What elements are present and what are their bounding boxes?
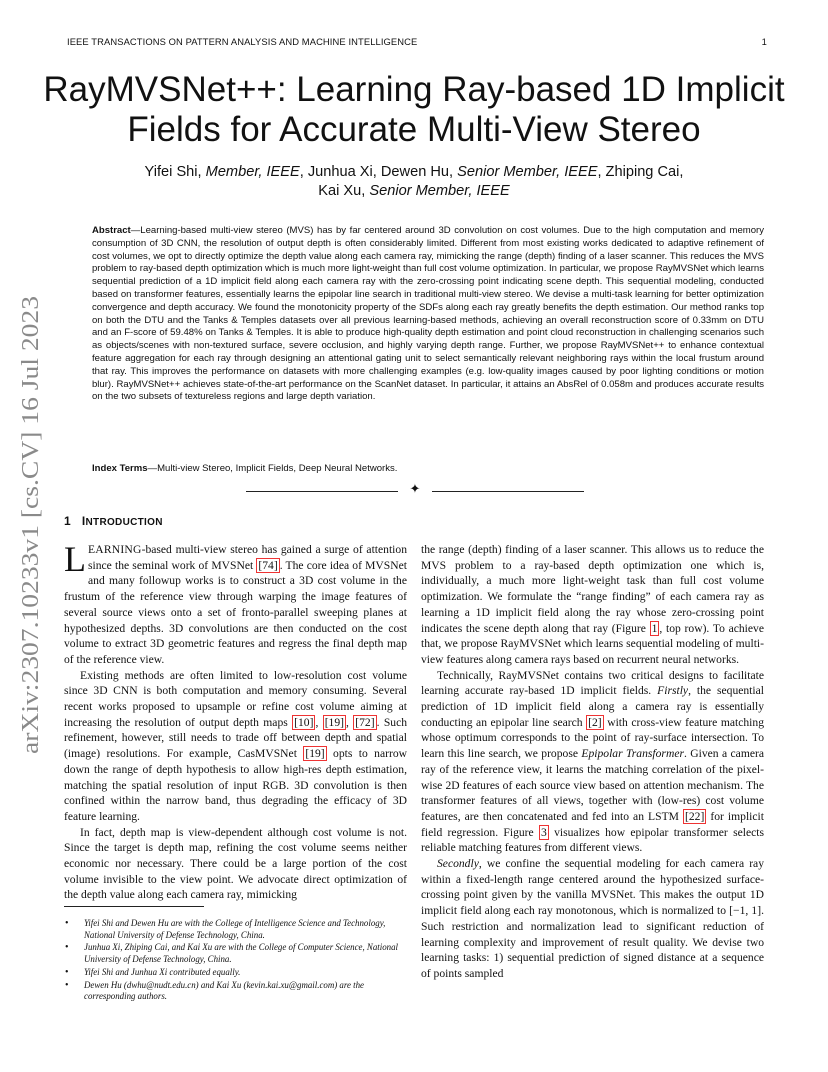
drop-cap: L	[64, 539, 86, 579]
author-name: Yifei Shi,	[144, 164, 206, 180]
text-run: opts to narrow down the range of depth hypothesis to allow high-res depth estimation, matching the spatial resolution of input RGB. 3D convolution is then confined within the narrow band, thus degrading the efficacy of 3D feature learning.	[64, 747, 408, 823]
index-terms-label: Index Terms	[92, 463, 148, 474]
footnote-item: • Junhua Xi, Zhiping Cai, and Kai Xu are with the College of Computer Science, National University of Defense Technology, China.	[64, 942, 407, 965]
index-terms	[92, 462, 764, 475]
page-number: 1	[761, 36, 767, 47]
separator-ornament: ✦	[409, 482, 421, 497]
text-run: Existing methods are often limited to low-resolution cost volume since 3D CNN is both computation and memory consuming. Several recent works proposed to upsample or refine cost volume aiming at increasing the resolution of output depth maps	[64, 668, 407, 729]
author-role: Senior Member, IEEE	[457, 164, 598, 180]
section-title-rest: NTRODUCTION	[85, 517, 163, 528]
title-line-2: Fields for Accurate Multi-View Stereo	[127, 110, 701, 149]
citation-link[interactable]: [10]	[294, 715, 314, 729]
text-run: , we confine the sequential modeling for each camera ray within a fixed-length range centered around the hypothesized surface-crossing point given by the vanilla MVSNet. This makes the output 1D implicit field along each ray monotonous, which is normalized to [−1, 1]. Such restriction and normalization lead to significant reduction of learning complexity and improvement of result quality. We devise two learning tasks: 1) sequential prediction of signed distance at a sequence of points sampled	[421, 857, 764, 980]
figure-link[interactable]: 3	[541, 825, 547, 839]
index-terms-text: —Multi-view Stereo, Implicit Fields, Deep Neural Networks.	[147, 463, 398, 474]
author-name: , Junhua Xi, Dewen Hu,	[299, 164, 458, 180]
citation-link[interactable]: [22]	[685, 809, 705, 823]
text-run: visualizes how epipolar transformer selects reliable matching features from different views.	[421, 825, 764, 855]
separator-line-right	[432, 491, 584, 492]
running-header	[67, 36, 767, 52]
paragraph	[64, 668, 407, 825]
author-name: , Zhiping Cai,	[597, 164, 684, 180]
text-run: the range (depth) finding of a laser scanner. This allows us to reduce the MVS problem to a ray-based depth optimization one which is, individually, a much more light-weight task than full cost volume optimization. We formulate the “range finding” of each camera ray as learning a 1D implicit field along the ray whose zero-crossing point indicates the scene depth along that ray (Figure	[421, 543, 764, 635]
text-run: . The core idea of MVSNet and many followup works is to construct a 3D cost volume in the frustum of the reference view through warping the image features of several source views onto a set of fronto-parallel sweeping planes at hypothesized depths. 3D convolutions are then conducted on the cost volume to extract 3D geometric features and regress the final depth map of the reference view.	[64, 558, 407, 666]
text-run: , top row). To achieve that, we propose RayMVSNet which learns sequential modeling of multi-view features along camera rays based on recurrent neural networks.	[421, 621, 764, 666]
section-separator	[246, 482, 584, 497]
abstract	[92, 225, 764, 404]
abstract-text: —Learning-based multi-view stereo (MVS) has by far centered around 3D convolution on cost volumes. Due to the high computation and memory consumption of 3D CNN, the resolution of output depth is often considerably limited. Different from most existing works dedicated to adaptive refinement of cost volumes, we opt to directly optimize the depth value along each camera ray, mimicking the range (depth) finding of a laser scanner. This reduces the MVS problem to ray-based depth optimization which is much more light-weight than full cost volume optimization. In particular, we propose RayMVSNet which learns sequential prediction of a 1D implicit field along each camera ray with the zero-crossing point indicating scene depth. This sequential modeling, conducted based on transformer features, essentially learns the epipolar line search in traditional multi-view stereo. We devise a multi-task learning for better optimization convergence and depth accuracy. We found the monotonicity property of the SDFs along each ray greatly benefits the depth estimation. Our method ranks top on both the DTU and the Tanks & Temples datasets over all previous learning-based methods, achieving an overall reconstruction score of 0.33mm on DTU and an F-score of 59.48% on Tanks & Temples. It is able to produce high-quality depth estimation and point cloud reconstruction in challenging scenarios such as objects/scenes with non-textured surface, severe occlusion, and highly varying depth range. Further, we propose RayMVSNet++ to enhance contextual feature aggregation for each ray through designing an attentional gating unit to select semantically relevant neighboring rays within the local frustum around that ray. This improves the performance on datasets with more challenging examples (e.g. low-quality images caused by poor lighting conditions or motion blur). RayMVSNet++ achieves state-of-the-art performance on the ScanNet dataset. In particular, it attains an AbsRel of 0.058m and produces accurate results on the two subsets of textureless regions and large depth variation.	[92, 225, 764, 403]
paragraph	[421, 668, 764, 856]
author-name: Kai Xu,	[318, 183, 370, 199]
paragraph	[64, 825, 407, 904]
arxiv-sidebar-stamp	[8, 294, 48, 756]
footnote-item: • Yifei Shi and Junhua Xi contributed equally.	[64, 967, 407, 979]
footnotes	[64, 918, 407, 1004]
figure-link[interactable]: 1	[651, 621, 658, 635]
author-role: Member, IEEE	[205, 164, 300, 180]
footnote-item: • Dewen Hu (dwhu@nudt.edu.cn) and Kai Xu (kevin.kai.xu@gmail.com) are the corresponding authors.	[64, 980, 407, 1003]
left-column	[64, 539, 408, 903]
citation-link[interactable]: [19]	[305, 747, 325, 761]
paragraph	[421, 856, 764, 982]
author-line-1	[70, 163, 758, 182]
text-run: ,	[315, 715, 323, 729]
smallcaps-word: EARNING	[88, 543, 142, 556]
abstract-label: Abstract	[92, 225, 131, 236]
text-run: . Such refinement, however, still needs to trade off between depth and spatial (image) resolutions. For example, CasMVSNet	[64, 715, 408, 761]
citation-link[interactable]: [72]	[355, 715, 375, 729]
emphasis: Firstly	[657, 684, 689, 698]
arxiv-identifier: arXiv:2307.10233v1 [cs.CV] 16 Jul 2023	[17, 347, 44, 754]
citation-link[interactable]: [2]	[588, 715, 602, 729]
author-role: Senior Member, IEEE	[369, 183, 510, 199]
title-line-1: RayMVSNet++: Learning Ray-based 1D Implicit	[43, 70, 785, 109]
arxiv-sidebar-svg	[8, 294, 48, 756]
text-run: , the sequential prediction of 1D implicit field along a camera ray is essentially conducting an epipolar line search	[421, 684, 764, 729]
emphasis: Epipolar Transformer	[581, 747, 684, 761]
author-line-2	[70, 182, 758, 201]
section-heading	[64, 514, 163, 528]
section-title-initial: I	[81, 514, 86, 528]
text-run: for implicit field regression. Figure	[421, 809, 764, 839]
paragraph	[64, 539, 407, 668]
text-run: . Given a camera ray of the reference view, it learns the matching correlation of the pixel-wise 2D features of each source view based on attention mechanism. The transformer features of all views, together with (low-res) cost volume features, are then concatenated and fed into an LSTM	[421, 747, 764, 823]
paper-title	[40, 70, 788, 150]
footnote-item: • Yifei Shi and Dewen Hu are with the College of Intelligence Science and Technology, National University of Defense Technology, China.	[64, 918, 407, 941]
section-number: 1	[64, 514, 71, 528]
author-list	[70, 163, 758, 201]
citation-link[interactable]: [74]	[258, 558, 278, 572]
separator-line-left	[246, 491, 398, 492]
text-run: Technically, RayMVSNet contains two critical designs to facilitate learning accurate ray-based 1D implicit fields.	[421, 668, 764, 698]
paragraph	[421, 542, 764, 668]
text-run: -based multi-view stereo has gained a surge of attention since the seminal work of MVSNet	[88, 543, 407, 572]
text-run: ,	[346, 715, 354, 729]
right-column	[421, 542, 764, 982]
footnote-list	[64, 918, 407, 1003]
footnote-rule	[64, 906, 204, 907]
emphasis: Secondly	[437, 857, 479, 871]
citation-link[interactable]: [19]	[324, 715, 345, 729]
text-run: In fact, depth map is view-dependent although cost volume is not. Since the target is depth map, refining the cost volume seems neither economic nor necessary. There could be a large portion of the cost volume invisible to the view point. We advocate direct optimization of the depth value along each camera ray, mimicking	[64, 825, 407, 902]
text-run: with cross-view feature matching whose optimum corresponds to the point of ray-surface intersection. To learn this line search, we propose	[421, 715, 764, 761]
journal-name: IEEE TRANSACTIONS ON PATTERN ANALYSIS AND MACHINE INTELLIGENCE	[67, 36, 418, 47]
